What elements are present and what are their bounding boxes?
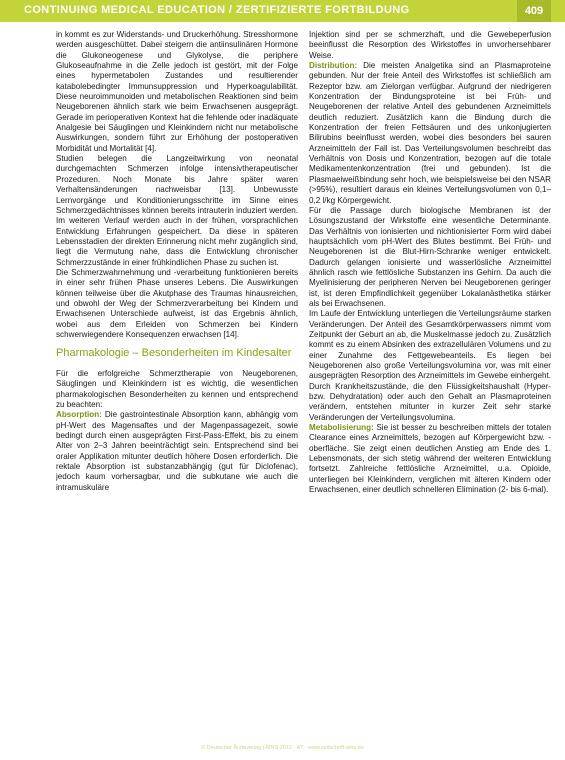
article-body	[56, 30, 551, 738]
paragraph-distribution-volumes: Im Laufe der Entwicklung unterliegen die Verteilungsräume starken Veränderungen. Der Anteil des Gesamtkörperwassers nimmt vom Zeitpunkt der Geburt an ab, die Muskelmasse jedoch zu. Zusätzlich kommt es zu einem Absinken des extrazellulären Volumens und zu einer Zunahme des Fettgewebeanteils. Es liegen bei Neugeborenen also große Verteilungsvolumina vor, was mit einer ausgeprägten Resorption des Arzneimittels im Gewebe einhergeht. Durch Krankheitszustände, die den Flüssigkeitshaushalt (Hyper- bzw. Dehydratation) oder auch den Gehalt an Plasmaproteinen verändern, entstehen mitunter in kurzer Zeit sehr starke Veränderungen der Verteilungsvolumina.	[309, 309, 551, 422]
journal-section-title: CONTINUING MEDICAL EDUCATION / ZERTIFIZIERTE FORTBILDUNG	[24, 4, 410, 16]
right-column	[309, 30, 551, 738]
paragraph-absorption	[56, 410, 298, 493]
metabolism-text: Sie ist besser zu beschreiben mittels der totalen Clearance eines Arzneimittels, bezogen auf Körpergewicht bzw. -oberfläche. Sie zeigt einen deutlichen Anstieg am Ende des 1. Lebensmonats, der sich stetig während der weiteren Entwicklung fortsetzt. Zahlreiche fettlösliche Arzneimittel, u.a. Opioide, unterliegen bei Kleinkindern, verglichen mit älteren Kindern oder Erwachsenen, einer deutlich schnelleren Elimination (2- bis 6-mal).	[309, 423, 551, 495]
keyword-absorption: Absorption:	[56, 410, 102, 420]
section-heading-pharmacology: Pharmakologie – Besonderheiten im Kindesalter	[56, 347, 292, 360]
paragraph-pain-perception: Die Schmerzwahrnehmung und -verarbeitung funktionieren bereits in einer sehr frühen Phase unseres Lebens. Die Auswirkungen können teilweise über die Akutphase des Traumas hinausreichen, und obwohl der Weg der Schmerzverarbeitung bei Kindern und Erwachsenen Unterschiede aufweist, ist das Ergebnis ähnlich, wobei aus dem Erleiden von Schmerzen bei Kindern schwerwiegendere Konsequenzen erwachsen [14].	[56, 267, 298, 339]
left-column	[56, 30, 298, 738]
journal-header-bar	[0, 0, 565, 22]
paragraph-pharmacology-intro: Für die erfolgreiche Schmerztherapie von Neugeborenen, Säuglingen und Kleinkindern ist es wichtig, die wesentlichen pharmakologischen Besonderheiten zu kennen und entsprechend zu beachten:	[56, 368, 298, 409]
absorption-text: Die gastrointestinale Absorption kann, abhängig vom pH-Wert des Magensaftes und der Magenpassagezeit, sowie bedingt durch einen ausgeprägten First-Pass-Effekt, bis zu einem Alter von 2–3 Jahren beeinträchtigt sein. Entsprechend sind bei oraler Applikation mitunter deutlich höhere Dosen erforderlich. Die rektale Absorption ist substanzabhängig (gut für Diclofenac), jedoch kaum vorhersagbar, und die subkutane wie auch die intramuskuläre	[56, 410, 298, 492]
page-number: 409	[517, 0, 551, 22]
keyword-metabolism: Metabolisierung:	[309, 423, 374, 433]
paragraph-metabolism	[309, 423, 551, 495]
page-footer: © Deutscher Ärzteverlag | AINS 2012 · 47 · www.zeitschrift-ains.de	[201, 745, 364, 751]
distribution-text: Die meisten Analgetika sind an Plasmaproteine gebunden. Nur der freie Anteil des Wirkstoffes ist schließlich am Rezeptor bzw. am Zielorgan verfügbar. Aufgrund der niedrigeren Konzentration der Bindungsproteine ist bei Früh- und Neugeborenen der relative Anteil des gebundenen Arzneimittels deutlich reduziert. Zusätzlich kann die Bindung durch die Konzentration der freien Fettsäuren und des unkonjugierten Bilirubins beeinflusst werden, wobei dies besonders bei sauren Arzneimitteln der Fall ist. Das Verteilungsvolumen beschreibt das Verhältnis von Dosis und Konzentration, bezogen auf die totale Medikamentenkonzentration (frei und gebunden). Ist die Plasmaeiweißbindung sehr hoch, wie beispielsweise bei den NSAR (>95%), resultiert daraus ein kleines Verteilungsvolumen von 0,1–0,2 l/kg Körpergewicht.	[309, 61, 551, 205]
keyword-distribution: Distribution:	[309, 61, 358, 71]
paragraph-long-term-effects: Studien belegen die Langzeitwirkung von neonatal durchgemachten Schmerzen infolge intensivtherapeutischer Prozeduren. Noch Monate bis Jahre später waren Verhaltensänderungen nachweisbar [13]. Unbewusste Lernvorgänge und Konditionierungsschritte im Sinne eines Schmerzgedächtnisses können bereits intrauterin induziert werden. Im weiteren Verlauf werden auch in der frühen, vorsprachlichen Entwicklung Erfahrungen gespeichert. Da diese in späteren Lebensstadien der direkten Erinnerung nicht mehr zugänglich sind, liegt die Vermutung nahe, dass die Entwicklung chronischer Schmerzzustände in einer frühkindlichen Phase zu suchen ist.	[56, 154, 298, 267]
paragraph-injection: Injektion sind per se schmerzhaft, und die Gewebeperfusion beeinflusst die Resorption des Wirkstoffes in unvorhersehbarer Weise.	[309, 30, 551, 60]
paragraph-distribution	[309, 61, 551, 206]
paragraph-stress-response: in kommt es zur Widerstands- und Druckerhöhung. Stresshormone werden ausgeschüttet. Dabei steigern die antiinsulinären Hormone die Glukoneogenese und Glykolyse, die periphere Glukoseaufnahme in die Zelle jedoch ist gestört, mit der Folge eines hypermetabolen Zustandes und resultierender katabolebedingter Immunsuppression und Hyperkoagulabilität. Diese neuroimmunoiden und metabolischen Reaktionen sind beim Neugeborenen ähnlich stark wie beim Erwachsenen ausgeprägt. Gerade im perioperativen Kontext hat die fehlende oder inadäquate Analgesie bei Säuglingen und Kleinkindern nicht nur metabolische Auswirkungen, sondern führt zur Erhöhung der postoperativen Morbidität und Mortalität [4].	[56, 30, 298, 153]
paragraph-membrane-passage: Für die Passage durch biologische Membranen ist der Lösungszustand der Wirkstoffe eine wesentliche Determinante. Das Verhältnis von ionisierten und nichtionisierter Form wird dabei hauptsächlich vom pH-Wert des Blutes bestimmt. Bei Früh- und Neugeborenen ist die Blut-Hirn-Schranke weniger entwickelt. Dadurch gelangen ionisierte und wasserlösliche Arzneimittel ähnlich rasch wie fettlösliche Substanzen ins Gehirn. Da auch die Myelinisierung der peripheren Nerven bei Neugeborenen geringer ist, ist deren Empfindlichkeit gegenüber Lokalanästhetika stärker als bei Erwachsenen.	[309, 205, 551, 308]
